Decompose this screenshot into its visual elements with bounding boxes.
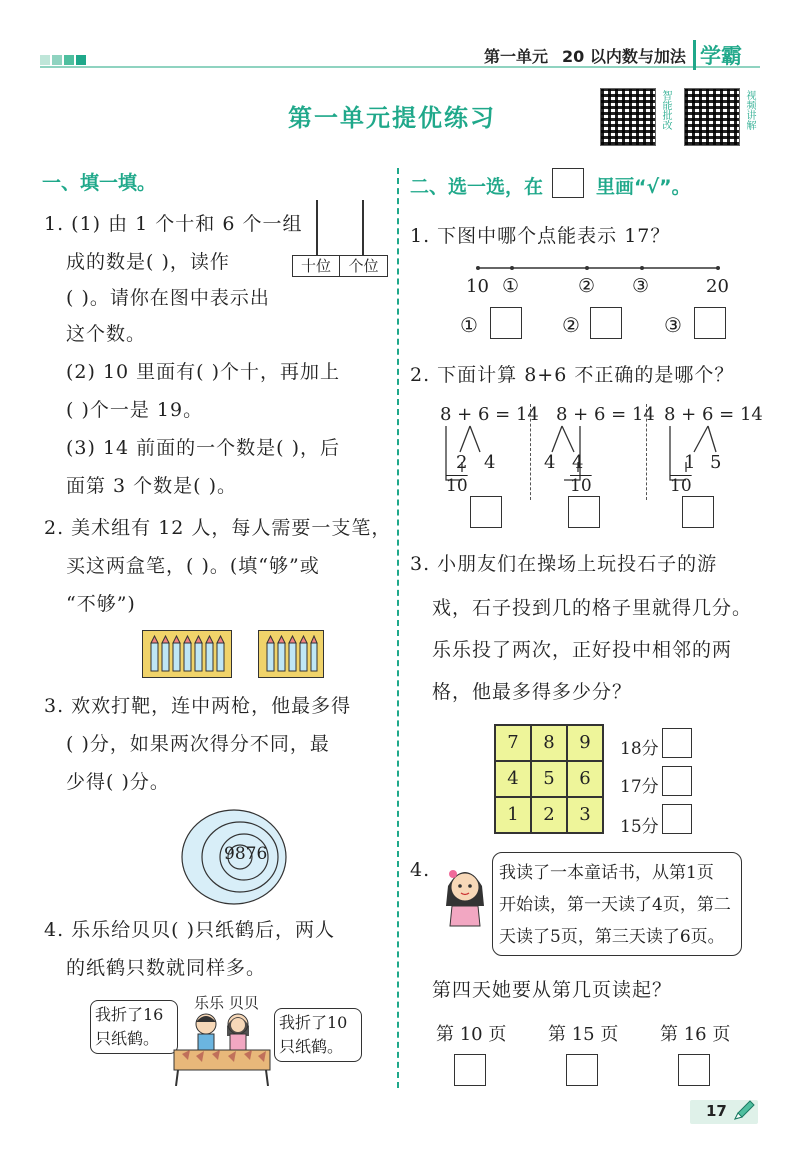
s2-q3-option-3-label: 15分 [620, 817, 659, 837]
section2-heading-a: 二、选一选，在 [410, 176, 544, 198]
s2-q4-option-3-label: 第 16 页 [660, 1024, 731, 1045]
case-2-part-a: 4 [544, 452, 556, 473]
q1-line6: ( )个一是 19。 [66, 399, 204, 421]
header-unit: 第一单元 [484, 47, 549, 66]
section1-heading: 一、填一填。 [42, 172, 157, 194]
page-number: 17 [706, 1102, 727, 1120]
section2-heading-b: 里画“√”。 [596, 176, 691, 198]
column-divider [397, 168, 399, 1088]
grid-cell: 8 [531, 725, 567, 761]
qr-caption-left: 智能批改 [660, 90, 671, 130]
pen-box-right [258, 630, 324, 678]
s2-q3-line1: 3. 小朋友们在操场上玩投石子的游 [410, 553, 718, 575]
s2-q4-question: 第四天她要从第几页读起？ [432, 979, 673, 1001]
s2-q2-case-1 [440, 404, 544, 496]
s2-q3-option-1-label: 18分 [620, 739, 659, 759]
q1-line1: 1. (1) 由 1 个十和 6 个一组 [44, 213, 303, 235]
pen-box-left [142, 630, 232, 678]
number-line-start: 10 [466, 276, 489, 297]
case-1-sum: 10 [446, 476, 468, 496]
grid-cell: 2 [531, 797, 567, 833]
s2-q1-option-1-checkbox[interactable] [490, 307, 522, 339]
q1-line3: ( )。请你在图中表示出 [66, 287, 270, 309]
s2-q3-line3: 乐乐投了两次，正好投中相邻的两 [432, 639, 733, 661]
pencil-icon [732, 1100, 756, 1122]
q2-line1: 2. 美术组有 12 人，每人需要一支笔， [44, 517, 392, 539]
qr-code-right[interactable] [684, 88, 740, 146]
q1-line5: (2) 10 里面有( )个十，再加上 [66, 361, 341, 383]
s2-q1-text: 1. 下图中哪个点能表示 17？ [410, 225, 671, 247]
s2-q2-case-2 [540, 404, 655, 496]
s2-q3-line2: 戏，石子投到几的格子里就得几分。 [432, 597, 753, 619]
qr-code-left[interactable] [600, 88, 656, 146]
speech-bubble-left: 我折了16只纸鹤。 [90, 1000, 178, 1054]
abacus[interactable] [292, 200, 388, 278]
header-topic: 20 以内数与加法 [562, 47, 686, 66]
q4-line2: 的纸鹤只数就同样多。 [66, 957, 267, 979]
s2-q3-line4: 格，他最多得多少分？ [432, 681, 633, 703]
children-illustration [172, 1010, 272, 1086]
s2-q3-option-3-checkbox[interactable] [662, 804, 692, 834]
number-line-point-3: ③ [632, 275, 650, 297]
grid-cell: 5 [531, 761, 567, 797]
s2-q1-option-1-label: ① [460, 313, 478, 337]
s2-q1-option-2-label: ② [562, 313, 580, 337]
q3-line3: 少得( )分。 [66, 771, 170, 793]
score-grid [494, 724, 604, 834]
case-3-part-b: 5 [710, 452, 722, 473]
case-3-sum: 10 [670, 476, 692, 496]
number-line-point-1: ① [502, 275, 520, 297]
s2-q3-option-1-checkbox[interactable] [662, 728, 692, 758]
s2-q1-option-2-checkbox[interactable] [590, 307, 622, 339]
s2-q2-option-1-checkbox[interactable] [470, 496, 502, 528]
bubble-line-3: 天读了5页，第三天读了6页。 [499, 927, 725, 947]
s2-q2-option-3-checkbox[interactable] [682, 496, 714, 528]
grid-cell: 3 [567, 797, 603, 833]
q3-line2: ( )分，如果两次得分不同，最 [66, 733, 330, 755]
s2-q2-option-2-checkbox[interactable] [568, 496, 600, 528]
s2-q2-case-3 [664, 404, 768, 496]
page-title: 第一单元提优练习 [288, 104, 496, 132]
case-divider-2 [646, 404, 647, 500]
speech-bubble-right: 我折了10只纸鹤。 [274, 1008, 362, 1062]
s2-q1-option-3-checkbox[interactable] [694, 307, 726, 339]
grid-cell: 7 [495, 725, 531, 761]
abacus-ones-label: 个位 [348, 257, 379, 275]
q1-line7: (3) 14 前面的一个数是( )，后 [66, 437, 341, 459]
q1-line2: 成的数是( )，读作 [66, 251, 230, 273]
number-line-point-2: ② [578, 275, 596, 297]
s2-q4-option-1-label: 第 10 页 [436, 1024, 507, 1045]
names-label: 乐乐 贝贝 [194, 994, 259, 1012]
header-brand: 学霸 [693, 40, 742, 70]
s2-q2-text: 2. 下面计算 8+6 不正确的是哪个？ [410, 364, 735, 386]
case-2-equation: 8 + 6 = 14 [556, 404, 655, 425]
case-1-part-b: 4 [484, 452, 496, 473]
s2-q4-option-3-checkbox[interactable] [678, 1054, 710, 1086]
abacus-tens-label: 十位 [293, 256, 340, 276]
case-2-sum: 10 [570, 476, 592, 496]
grid-cell: 1 [495, 797, 531, 833]
q2-line3: “不够”) [66, 593, 136, 615]
case-3-equation: 8 + 6 = 14 [664, 404, 763, 425]
number-line-end: 20 [706, 276, 729, 297]
case-1-part-a: 2 [456, 452, 468, 473]
grid-cell: 4 [495, 761, 531, 797]
grid-cell: 9 [567, 725, 603, 761]
section2-heading-checkbox [552, 168, 584, 198]
case-divider-1 [530, 404, 531, 500]
q3-line1: 3. 欢欢打靶，连中两枪，他最多得 [44, 695, 352, 717]
girl-avatar [440, 862, 490, 928]
reading-speech-bubble [492, 852, 742, 956]
s2-q3-option-2-checkbox[interactable] [662, 766, 692, 796]
case-2-part-b: 4 [572, 452, 584, 473]
target-label: 9876 [224, 844, 268, 864]
qr-caption-right: 视频讲解 [744, 90, 755, 130]
q4-line1: 4. 乐乐给贝贝( )只纸鹤后，两人 [44, 919, 336, 941]
s2-q4-option-1-checkbox[interactable] [454, 1054, 486, 1086]
bubble-line-1: 我读了一本童话书，从第1页 [499, 863, 714, 883]
s2-q4-option-2-label: 第 15 页 [548, 1024, 619, 1045]
bubble-line-2: 开始读，第一天读了4页，第二 [499, 895, 731, 915]
s2-q1-option-3-label: ③ [664, 313, 682, 337]
q1-line4: 这个数。 [66, 323, 147, 345]
s2-q4-option-2-checkbox[interactable] [566, 1054, 598, 1086]
s2-q4-number: 4. [410, 859, 431, 881]
q2-line2: 买这两盒笔，( )。(填“够”或 [66, 555, 320, 577]
s2-q3-option-2-label: 17分 [620, 777, 659, 797]
q1-line8: 面第 3 个数是( )。 [66, 475, 238, 497]
case-1-equation: 8 + 6 = 14 [440, 404, 539, 425]
case-3-part-a: 1 [684, 452, 696, 473]
grid-cell: 6 [567, 761, 603, 797]
